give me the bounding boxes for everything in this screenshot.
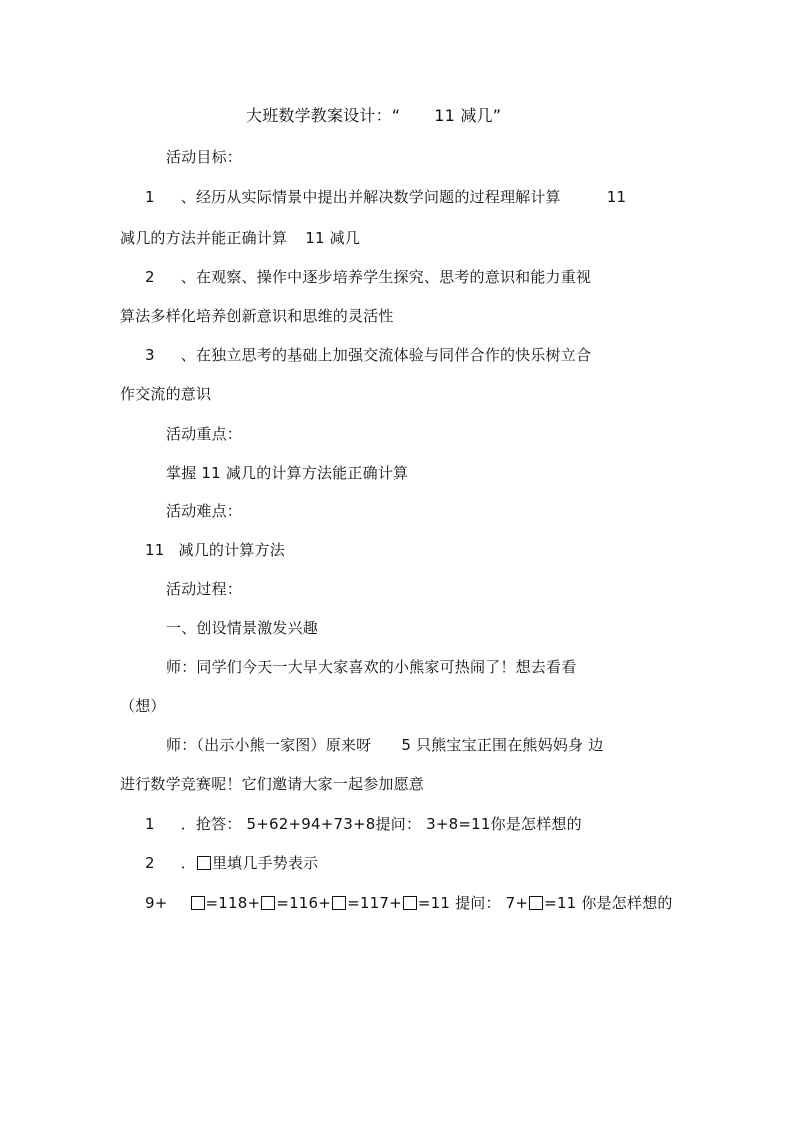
blank-box bbox=[197, 856, 211, 870]
process-item-2 bbox=[145, 853, 318, 873]
goal-2-number: 2 bbox=[145, 268, 155, 286]
equation-part-5: =11 你是怎样想的 bbox=[544, 894, 673, 912]
process-paragraph-1: 师：同学们今天一大早大家喜欢的小熊家可热闹了！想去看看 bbox=[166, 658, 577, 676]
process-item-1-number: 1 bbox=[145, 815, 155, 833]
process-item-1-text: ．抢答： 5+62+94+73+8提问： 3+8=11你是怎样想的 bbox=[180, 815, 582, 833]
blank-box bbox=[529, 896, 543, 910]
equation-prefix: 9+ bbox=[145, 894, 168, 912]
goal-1-cont-b: 11 减几 bbox=[305, 229, 361, 247]
process-item-2-text: 里填几手势表示 bbox=[211, 854, 319, 872]
goal-1 bbox=[145, 187, 626, 207]
process-paragraph-2-a: 师：（出示小熊一家图）原来呀 bbox=[166, 736, 372, 754]
process-item-2-number: 2 bbox=[145, 854, 155, 872]
process-paragraph-2 bbox=[166, 735, 603, 755]
goal-1-text: 、经历从实际情景中提出并解决数学问题的过程理解计算 bbox=[180, 188, 561, 206]
process-paragraph-1-continuation: （想） bbox=[120, 697, 166, 715]
equation-part-2: =116+ bbox=[276, 894, 332, 912]
process-paragraph-2-b: 5 只熊宝宝正围在熊妈妈身 边 bbox=[401, 736, 604, 754]
equation-line bbox=[145, 893, 673, 913]
process-item-1 bbox=[145, 814, 582, 834]
process-section-1: 一、创设情景激发兴趣 bbox=[166, 619, 319, 637]
difficulties-heading: 活动难点： bbox=[166, 502, 243, 520]
process-paragraph-2-continuation: 进行数学竞赛呢！它们邀请大家一起参加愿意 bbox=[120, 775, 425, 793]
goal-2 bbox=[145, 267, 591, 287]
blank-box bbox=[261, 896, 275, 910]
title-topic: 11 减几” bbox=[434, 106, 502, 125]
blank-box bbox=[403, 896, 417, 910]
equation-part-3: =117+ bbox=[347, 894, 402, 912]
goal-3-continuation: 作交流的意识 bbox=[120, 385, 212, 403]
title-main: 大班数学教案设计：“ bbox=[246, 106, 401, 125]
equation-part-1: =118+ bbox=[205, 894, 261, 912]
goal-1-continuation bbox=[120, 228, 360, 248]
difficulties-number: 11 bbox=[145, 541, 165, 559]
difficulties-body: 减几的计算方法 bbox=[178, 541, 285, 559]
goal-2-text: 、在观察、操作中逐步培养学生探究、思考的意识和能力重视 bbox=[180, 268, 592, 286]
process-item-2-dot: ． bbox=[180, 854, 196, 872]
goal-1-number: 1 bbox=[145, 188, 155, 206]
goal-3 bbox=[145, 345, 591, 365]
blank-box bbox=[191, 896, 205, 910]
equation-part-4: =11 提问： 7+ bbox=[417, 894, 529, 912]
document-title bbox=[246, 106, 501, 126]
blank-box bbox=[332, 896, 346, 910]
goal-1-cont-a: 减几的方法并能正确计算 bbox=[120, 229, 288, 247]
key-points-text: 掌握 11 减几的计算方法能正确计算 bbox=[166, 464, 409, 482]
process-heading: 活动过程： bbox=[166, 580, 243, 598]
goal-2-continuation: 算法多样化培养创新意识和思维的灵活性 bbox=[120, 307, 394, 325]
goal-3-number: 3 bbox=[145, 346, 155, 364]
goals-heading: 活动目标： bbox=[166, 148, 243, 166]
difficulties-text bbox=[145, 540, 285, 560]
key-points-heading: 活动重点： bbox=[166, 425, 243, 443]
goal-1-tail: 11 bbox=[606, 188, 627, 206]
goal-3-text: 、在独立思考的基础上加强交流体验与同伴合作的快乐树立合 bbox=[180, 346, 592, 364]
